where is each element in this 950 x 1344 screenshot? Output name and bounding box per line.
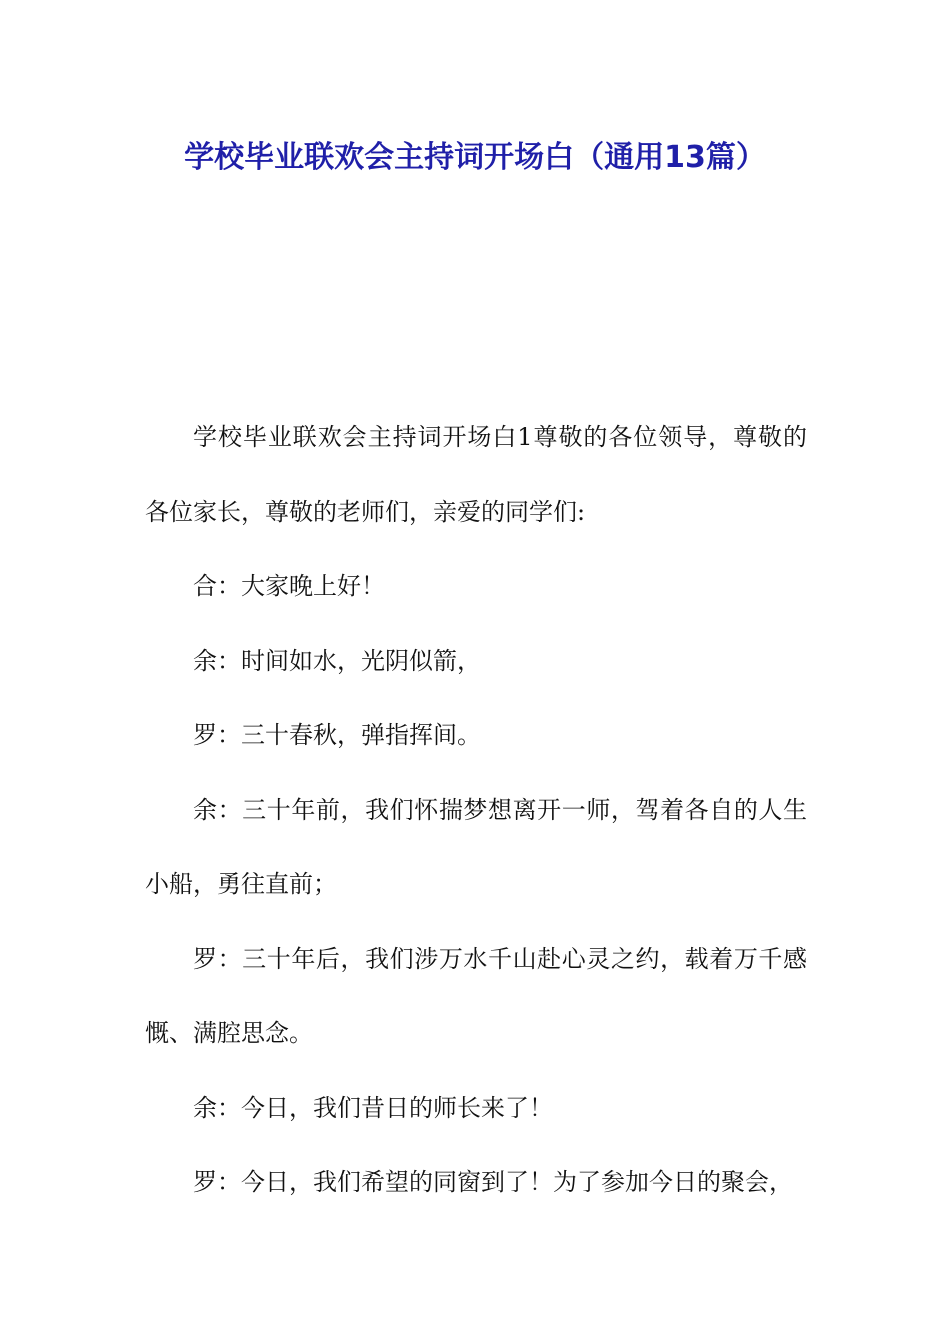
document-title: 学校毕业联欢会主持词开场白（通用13篇） <box>184 140 766 175</box>
paragraph: 罗：三十年后，我们涉万水千山赴心灵之约，载着万千感慨、满腔思念。 <box>145 944 807 1047</box>
paragraph: 余：三十年前，我们怀揣梦想离开一师，驾着各自的人生小船，勇往直前； <box>145 795 807 898</box>
paragraph: 余：时间如水，光阴似箭， <box>193 646 481 675</box>
document-body <box>145 400 807 1220</box>
paragraph: 罗：三十春秋，弹指挥间。 <box>193 721 481 749</box>
paragraph: 罗：今日，我们希望的同窗到了！为了参加今日的聚会， <box>193 1168 793 1196</box>
paragraph: 学校毕业联欢会主持词开场白1尊敬的各位领导，尊敬的各位家长，尊敬的老师们，亲爱的同学们: <box>145 423 807 526</box>
paragraph: 合：大家晚上好！ <box>193 572 385 600</box>
paragraph: 余：今日，我们昔日的师长来了！ <box>193 1093 553 1122</box>
